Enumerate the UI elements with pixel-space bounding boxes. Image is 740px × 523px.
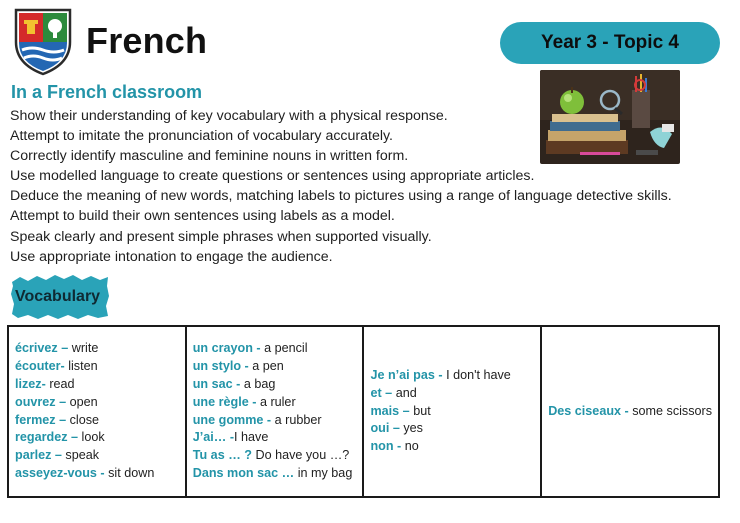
vocab-separator: - [232,376,244,391]
vocabulary-column [9,327,187,496]
vocab-separator: – [381,385,396,400]
vocab-term: un stylo [192,359,242,374]
vocab-meaning: speak [65,448,100,463]
vocab-meaning: I have [234,430,269,445]
objective-item: Attempt to imitate the pronunciation of vocabulary accurately. [10,128,393,145]
vocab-meaning: a pencil [264,341,308,356]
vocab-row [370,438,534,456]
vocab-row [15,412,179,430]
vocab-row [15,358,179,376]
vocab-separator: – [55,412,70,427]
vocab-term: oui [370,421,390,436]
vocab-meaning: I don't have [446,368,511,382]
vocab-term: Des ciseaux [548,403,622,418]
vocab-separator: – [55,394,70,409]
vocab-separator: – [399,403,414,418]
objective-item: Speak clearly and present simple phrases when supported visually. [10,228,432,245]
vocab-meaning: in my bag [297,465,353,480]
vocab-separator: – [51,448,66,463]
vocab-term: mais [370,403,400,418]
vocab-separator: - [41,376,50,391]
vocab-term: et [370,385,382,400]
objective-item: Use modelled language to create questions or sentences using appropriate articles. [10,168,535,185]
vocab-row [193,340,357,358]
vocab-separator: – [389,421,404,436]
vocab-meaning: Do have you …? [255,448,350,463]
vocab-term: Je n’ai pas [370,368,435,382]
vocab-row [548,403,712,421]
objective-item: Attempt to build their own sentences using labels as a model. [10,208,395,225]
vocab-meaning: close [69,412,100,427]
vocab-separator: - [434,368,447,382]
vocab-meaning: open [69,394,98,409]
vocab-separator: - [393,439,405,454]
vocab-row [15,340,179,358]
vocab-separator: - [226,430,235,445]
vocab-meaning: yes [403,421,423,436]
vocab-term: asseyez-vous [15,465,97,480]
topic-badge: Year 3 - Topic 4 [500,22,720,64]
vocab-row [193,465,357,483]
vocab-row [193,447,357,465]
vocab-separator: - [241,359,253,374]
vocab-meaning: look [81,430,105,445]
vocab-row [15,465,179,483]
objective-item: Correctly identify masculine and feminine nouns in written form. [10,148,409,165]
vocab-term: écouter [15,359,61,374]
vocab-row [193,358,357,376]
vocab-meaning: write [71,341,99,356]
vocab-term: lizez [15,376,42,391]
vocab-row [370,420,534,438]
vocab-meaning: read [49,376,75,391]
vocab-separator: - [252,341,265,356]
objective-item: Use appropriate intonation to engage the audience. [10,248,333,265]
vocab-separator: - [96,465,109,480]
school-crest-logo [12,6,74,76]
vocab-meaning: a pen [252,359,284,374]
vocab-meaning: a bag [243,376,276,391]
vocab-separator: - [621,403,633,418]
vocab-term: ouvrez [15,394,56,409]
vocabulary-column [364,327,542,496]
vocab-term: Tu as … ? [192,448,252,463]
vocab-row [193,412,357,430]
page-title: French [86,20,208,61]
vocab-row [15,447,179,465]
vocab-meaning: and [395,385,417,400]
vocabulary-column [542,327,718,496]
vocab-term: une règle [192,394,249,409]
objective-item: Deduce the meaning of new words, matching labels to pictures using a range of language detective skills. [10,188,672,205]
vocab-row [370,385,534,403]
vocab-meaning: no [404,439,419,454]
vocabulary-column [187,327,365,496]
vocab-separator: – [57,341,72,356]
vocab-term: un sac [192,376,233,391]
vocab-term: un crayon [192,341,253,356]
vocab-row [370,403,534,421]
vocab-row [15,376,179,394]
vocab-meaning: some scissors [632,403,713,418]
vocab-term: parlez [15,448,52,463]
vocab-row [370,367,534,385]
vocab-separator: – [67,430,82,445]
vocab-meaning: sit down [108,465,155,480]
vocab-separator: - [248,394,260,409]
vocab-meaning: listen [68,359,98,374]
vocab-term: une gomme [192,412,264,427]
vocab-term: écrivez [15,341,58,356]
vocab-meaning: a ruler [259,394,296,409]
section-heading: In a French classroom [11,82,203,102]
vocab-row [193,429,357,447]
vocab-separator: - [60,359,69,374]
vocab-row [193,376,357,394]
vocab-term: Dans mon sac … [192,465,295,480]
vocab-row [15,429,179,447]
vocab-term: fermez [15,412,56,427]
vocab-row [15,394,179,412]
vocab-term: J’ai… [192,430,227,445]
vocab-meaning: a rubber [274,412,322,427]
vocabulary-table [7,325,720,498]
vocab-row [193,394,357,412]
vocab-separator: - [263,412,275,427]
vocabulary-heading: Vocabulary [15,288,101,305]
vocab-meaning: but [413,403,431,418]
vocab-term: regardez [15,430,68,445]
classroom-supplies-image [540,70,680,164]
vocab-term: non [370,439,394,454]
objective-item: Show their understanding of key vocabulary with a physical response. [10,108,448,124]
